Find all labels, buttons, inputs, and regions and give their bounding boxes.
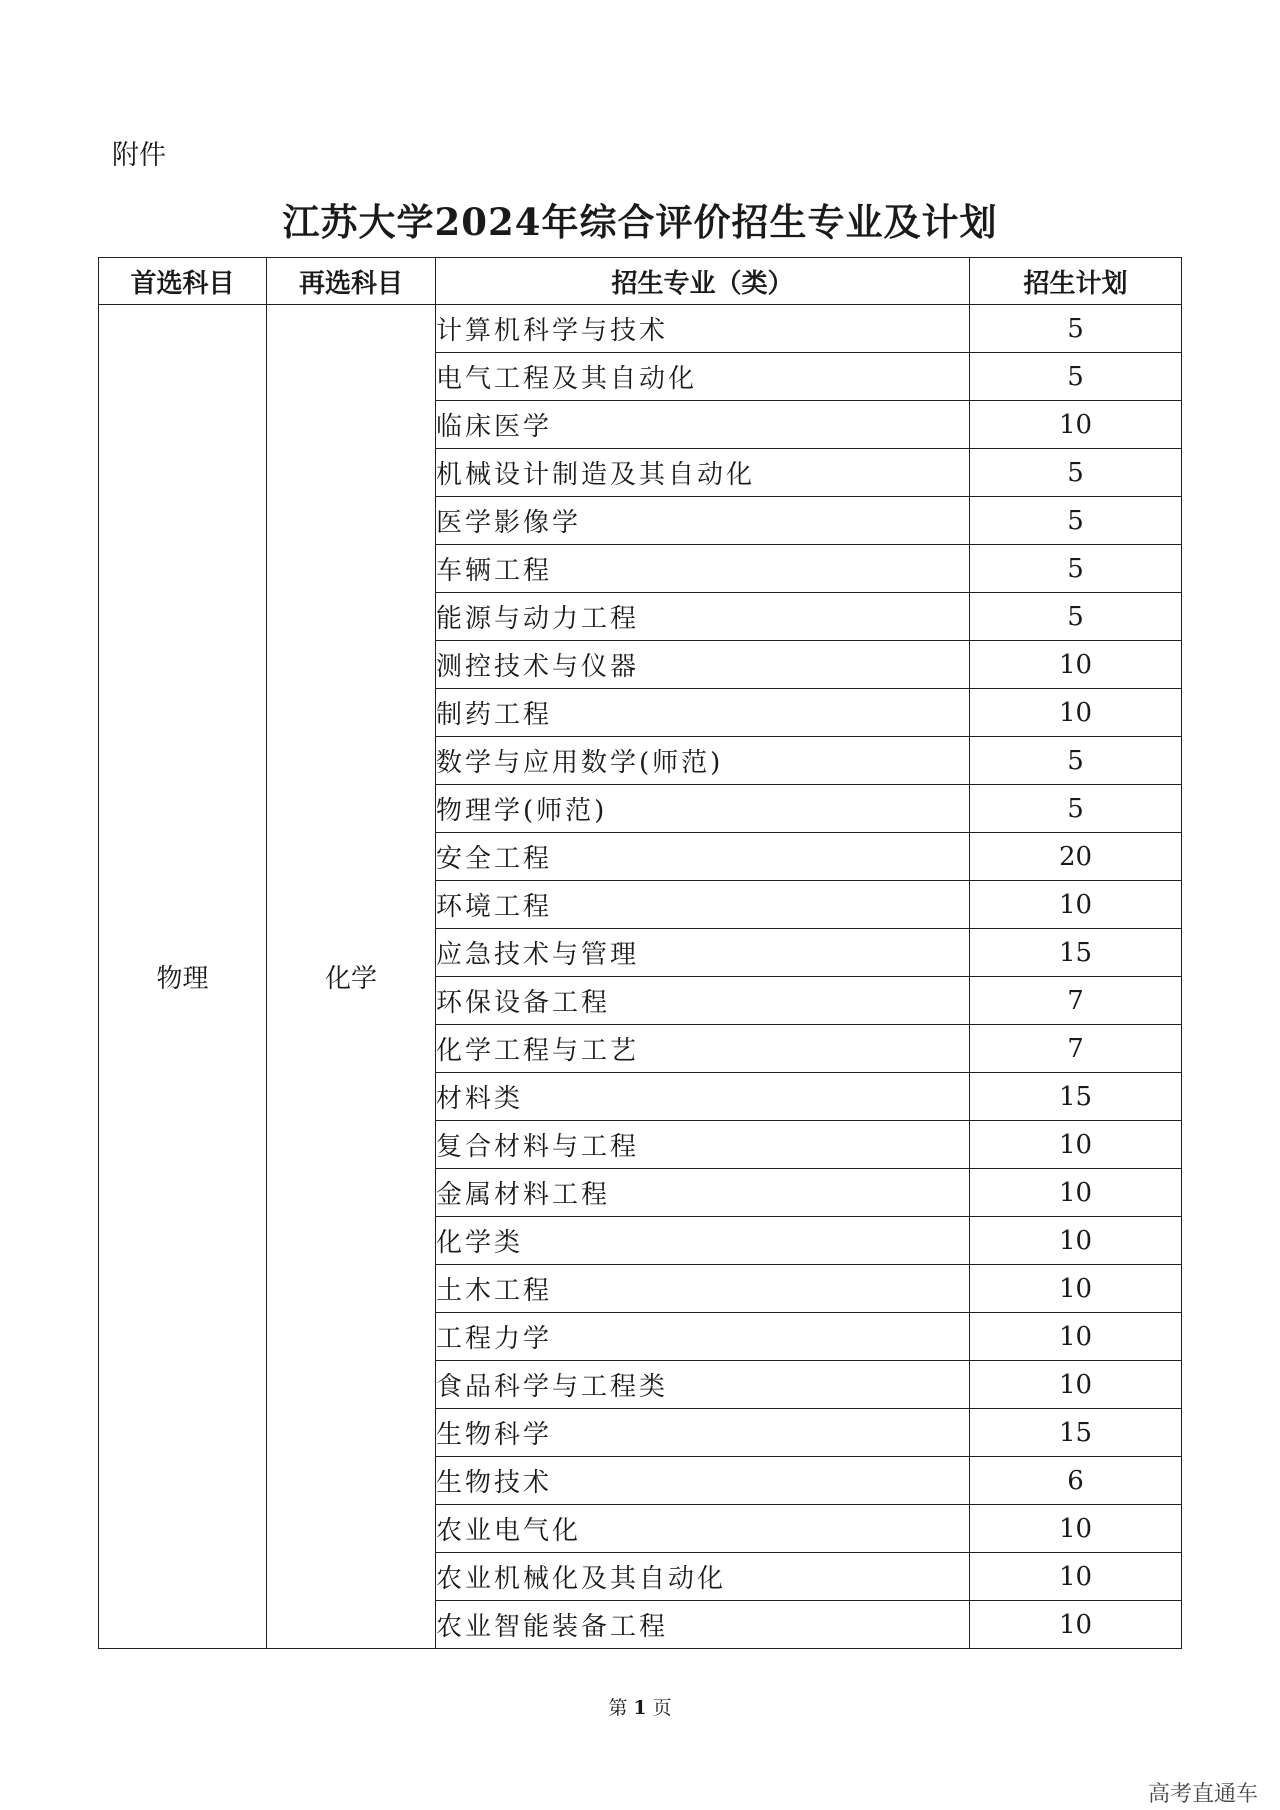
plan-cell: 10 — [970, 1313, 1182, 1361]
first-subject-cell: 物理 — [99, 305, 267, 1649]
plan-cell: 5 — [970, 737, 1182, 785]
document-title: 江苏大学2024年综合评价招生专业及计划 — [282, 200, 998, 244]
plan-cell: 10 — [970, 1169, 1182, 1217]
plan-cell: 7 — [970, 977, 1182, 1025]
major-cell: 医学影像学 — [436, 497, 970, 545]
plan-cell: 15 — [970, 929, 1182, 977]
major-cell: 临床医学 — [436, 401, 970, 449]
plan-cell: 5 — [970, 497, 1182, 545]
major-cell: 金属材料工程 — [436, 1169, 970, 1217]
header-plan: 招生计划 — [970, 258, 1182, 305]
plan-cell: 10 — [970, 689, 1182, 737]
major-cell: 农业电气化 — [436, 1505, 970, 1553]
plan-cell: 10 — [970, 1553, 1182, 1601]
major-cell: 计算机科学与技术 — [436, 305, 970, 353]
major-cell: 安全工程 — [436, 833, 970, 881]
plan-cell: 5 — [970, 449, 1182, 497]
major-cell: 复合材料与工程 — [436, 1121, 970, 1169]
page-number-value: 1 — [633, 1697, 647, 1719]
major-cell: 环境工程 — [436, 881, 970, 929]
major-cell: 农业智能装备工程 — [436, 1601, 970, 1649]
plan-cell: 10 — [970, 881, 1182, 929]
page-suffix: 页 — [652, 1697, 672, 1719]
attachment-label: 附件 — [112, 140, 166, 171]
plan-cell: 5 — [970, 785, 1182, 833]
major-cell: 环保设备工程 — [436, 977, 970, 1025]
major-cell: 应急技术与管理 — [436, 929, 970, 977]
major-cell: 车辆工程 — [436, 545, 970, 593]
table-row — [99, 305, 1182, 353]
plan-cell: 6 — [970, 1457, 1182, 1505]
plan-cell: 5 — [970, 593, 1182, 641]
major-cell: 农业机械化及其自动化 — [436, 1553, 970, 1601]
plan-cell: 15 — [970, 1409, 1182, 1457]
plan-cell: 10 — [970, 401, 1182, 449]
major-cell: 土木工程 — [436, 1265, 970, 1313]
table-body — [99, 305, 1182, 1649]
major-cell: 制药工程 — [436, 689, 970, 737]
major-cell: 食品科学与工程类 — [436, 1361, 970, 1409]
plan-cell: 20 — [970, 833, 1182, 881]
table-header-row — [99, 258, 1182, 305]
plan-cell: 15 — [970, 1073, 1182, 1121]
plan-cell: 10 — [970, 1601, 1182, 1649]
plan-cell: 10 — [970, 1265, 1182, 1313]
enrollment-plan-table — [98, 257, 1182, 1649]
second-subject-cell: 化学 — [267, 305, 436, 1649]
plan-cell: 10 — [970, 1361, 1182, 1409]
header-first-subject: 首选科目 — [99, 258, 267, 305]
plan-cell: 5 — [970, 305, 1182, 353]
major-cell: 化学类 — [436, 1217, 970, 1265]
plan-cell: 5 — [970, 545, 1182, 593]
major-cell: 材料类 — [436, 1073, 970, 1121]
major-cell: 能源与动力工程 — [436, 593, 970, 641]
plan-cell: 10 — [970, 1505, 1182, 1553]
header-second-subject: 再选科目 — [267, 258, 436, 305]
watermark: 高考直通车 — [1147, 1782, 1258, 1807]
page-prefix: 第 — [608, 1697, 628, 1719]
plan-cell: 10 — [970, 1121, 1182, 1169]
plan-cell: 10 — [970, 1217, 1182, 1265]
plan-cell: 5 — [970, 353, 1182, 401]
plan-cell: 7 — [970, 1025, 1182, 1073]
major-cell: 测控技术与仪器 — [436, 641, 970, 689]
page-number — [0, 1693, 1280, 1720]
major-cell: 工程力学 — [436, 1313, 970, 1361]
major-cell: 物理学(师范) — [436, 785, 970, 833]
major-cell: 数学与应用数学(师范) — [436, 737, 970, 785]
major-cell: 生物科学 — [436, 1409, 970, 1457]
major-cell: 机械设计制造及其自动化 — [436, 449, 970, 497]
major-cell: 化学工程与工艺 — [436, 1025, 970, 1073]
header-major: 招生专业（类） — [436, 258, 970, 305]
major-cell: 电气工程及其自动化 — [436, 353, 970, 401]
plan-cell: 10 — [970, 641, 1182, 689]
major-cell: 生物技术 — [436, 1457, 970, 1505]
